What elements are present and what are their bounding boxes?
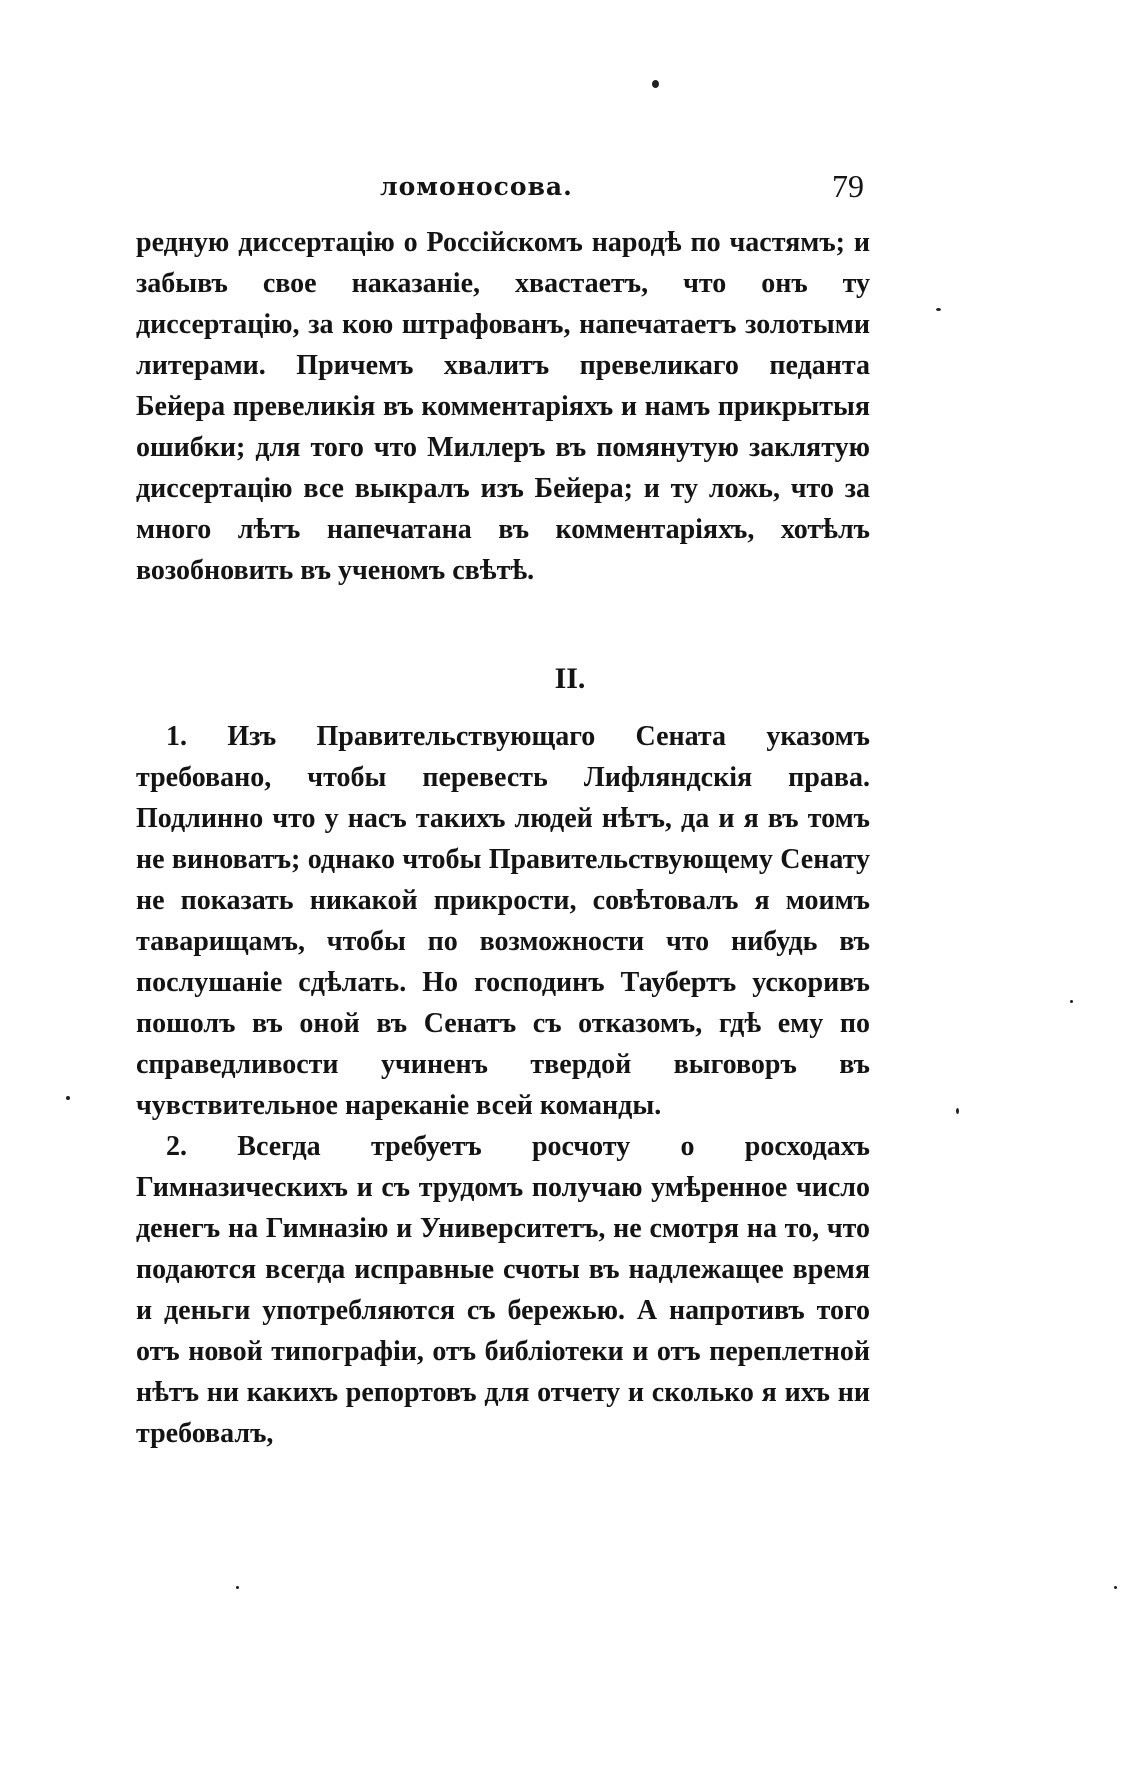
continuation-block (136, 222, 870, 591)
paragraph-2: 2. Всегда требуетъ росчоту о росходахъ Гимназическихъ и съ трудомъ получаю умѣренное число денегъ на Гимназію и Университетъ, не смотря на то, что подаются всегда исправные счоты въ надлежащее время и деньги употребляются съ бережью. А напротивъ того отъ новой типографіи, отъ библіотеки и отъ переплетной нѣтъ ни какихъ репортовъ для отчету и сколько я ихъ ни требовалъ, (136, 1131, 870, 1449)
scan-speck (936, 308, 941, 311)
continuation-paragraph: редную диссертацію о Россійскомъ народѣ по частямъ; и забывъ свое наказаніе, хвастаетъ, что онъ ту диссертацію, за кою штрафованъ, напечатаетъ золотыми литерами. Причемъ хвалитъ превеликаго педанта Бейера превеликія въ комментаріяхъ и намъ прикрытыя ошибки; для того что Миллеръ въ помянутую заклятую диссертацію все выкралъ изъ Бейера; и ту ложь, что за много лѣтъ напечатана въ комментаріяхъ, хотѣлъ возобновить въ ученомъ свѣтѣ. (136, 227, 870, 586)
paragraph-1: 1. Изъ Правительствующаго Сената указомъ требовано, чтобы перевесть Лифляндскія права. Подлинно что у насъ такихъ людей нѣтъ, да и я въ томъ не виноватъ; однако чтобы Правительствующему Сенату не показать никакой прикрости, совѣтовалъ я моимъ таварищамъ, чтобы по возможности что нибудь въ послушаніе сдѣлать. Но господинъ Таубертъ ускоривъ пошолъ въ оной въ Сенатъ съ отказомъ, гдѣ ему по справедливости учиненъ твердой выговоръ въ чувствительное нареканіе всей команды. (136, 721, 870, 1121)
scan-speck (1114, 1586, 1117, 1589)
scan-speck (1070, 1000, 1073, 1003)
page-number: 79 (832, 168, 864, 204)
scan-speck (236, 1586, 239, 1589)
scan-speck (652, 80, 659, 88)
section-heading: II. (554, 662, 586, 695)
section-body (136, 716, 870, 1454)
running-head: ломоносова. (380, 172, 573, 201)
scan-speck (66, 1096, 70, 1100)
scan-speck (956, 1108, 959, 1114)
